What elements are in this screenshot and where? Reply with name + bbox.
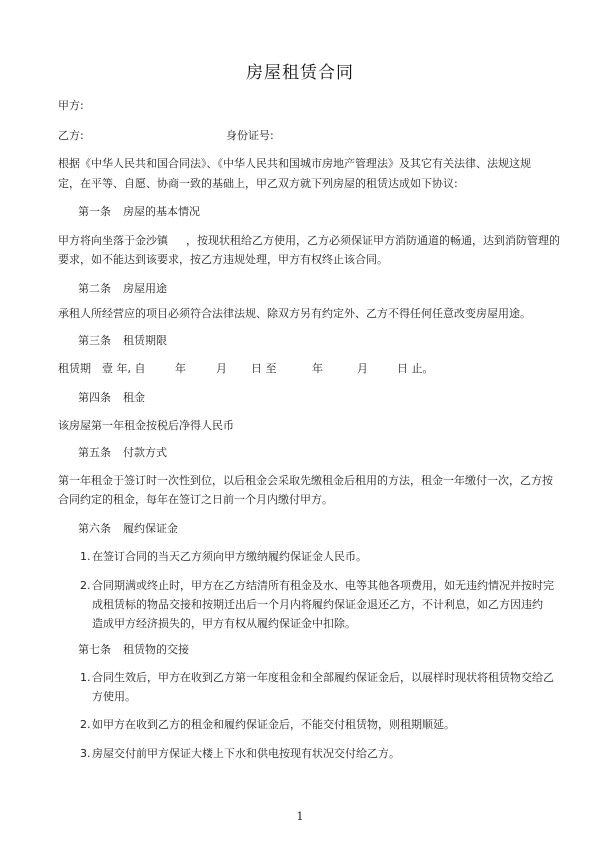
article-4-number: 第四条 [78, 391, 111, 404]
preamble-line-1: 根据《中华人民共和国合同法》、《中华人民共和国城市房地产管理法》及其它有关法律、法规这规 [58, 157, 531, 170]
article-7-item-2-line: 如甲方在收到乙方的租金和履约保证金后，不能交付租赁物，则租期顺延。 [92, 718, 455, 731]
article-7-heading [78, 643, 189, 657]
article-5-heading [78, 446, 167, 460]
article-7-number: 第七条 [78, 643, 111, 656]
article-5-number: 第五条 [78, 446, 111, 459]
article-7-item-number: 2. [80, 718, 91, 731]
article-5-line-2: 合同约定的租金，每年在签订之日前一个月内缴付甲方。 [58, 493, 333, 506]
document-title: 房屋租赁合同 [246, 63, 354, 83]
article-7-title: 租赁物的交接 [123, 643, 189, 656]
party-a-label: 甲方: [58, 99, 84, 112]
end-year-label: 年 [312, 362, 323, 375]
article-4-heading [78, 391, 145, 405]
article-4-line-1: 该房屋第一年租金按税后净得人民币 [58, 419, 234, 432]
article-1-heading [78, 205, 200, 219]
article-3-heading [78, 334, 167, 348]
article-7-item-number: 3. [80, 747, 91, 760]
article-1-text-a: 甲方将向坐落于金沙镇 [58, 234, 168, 247]
article-1-text-b: ，按现状租给乙方使用，乙方必须保证甲方消防通道的畅通，达到消防管理的 [186, 234, 560, 247]
article-6-item-number: 2. [80, 579, 91, 592]
article-2-heading [78, 282, 167, 296]
article-6-title: 履约保证金 [123, 522, 178, 535]
start-year-label: 年 [175, 362, 186, 375]
id-number-label: 身份证号: [226, 129, 274, 142]
article-2-line-1: 承租人所经营应的项目必须符合法律法规、除双方另有约定外、乙方不得任何任意改变房屋用途。 [58, 307, 531, 320]
article-6-item-number: 1. [80, 550, 91, 563]
article-7-item-1-line: 方使用。 [92, 690, 136, 703]
article-1-title: 房屋的基本情况 [123, 205, 200, 218]
article-6-item-2-line: 造成甲方经济损失的，甲方有权从履约保证金中扣除。 [92, 617, 356, 630]
start-day-label: 日 至 [251, 362, 277, 375]
article-3-number: 第三条 [78, 334, 111, 347]
article-6-item-1-line: 在签订合同的当天乙方须向甲方缴纳履约保证金人民币。 [92, 550, 367, 563]
lease-term-label: 租赁期 [58, 362, 91, 375]
party-b-label: 乙方: [58, 129, 84, 142]
article-2-number: 第二条 [78, 282, 111, 295]
article-1-line-2: 要求，如不能达到该要求，按乙方违规处理，甲方有权终止该合同。 [58, 253, 388, 266]
article-1-line-1 [58, 234, 560, 248]
article-7-item-1-line: 合同生效后，甲方在收到乙方第一年度租金和全部履约保证金后，以展样时现状将租赁物交给乙 [92, 671, 554, 684]
article-1-number: 第一条 [78, 205, 111, 218]
article-7-item-number: 1. [80, 671, 91, 684]
preamble-line-2: 定，在平等、自愿、协商一致的基础上，甲乙双方就下列房屋的租赁达成如下协议: [58, 177, 458, 190]
article-2-title: 房屋用途 [123, 282, 167, 295]
article-7-item-3-line: 房屋交付前甲方保证大楼上下水和供电按现有状况交付给乙方。 [92, 747, 400, 760]
end-month-label: 月 [357, 362, 368, 375]
end-day-label: 日 止。 [397, 362, 434, 375]
article-6-item-2-line: 成租赁标的物品交接和按期迁出后一个月内将履约保证金退还乙方，不计利息，如乙方因违约 [92, 598, 543, 611]
article-6-number: 第六条 [78, 522, 111, 535]
article-5-title: 付款方式 [123, 446, 167, 459]
article-5-line-1: 第一年租金于签订时一次性到位，以后租金会采取先缴租金后租用的方法，租金一年缴付一次，乙方按 [58, 474, 553, 487]
page-number: 1 [296, 810, 304, 823]
article-6-item-2-line: 合同期满或终止时，甲方在乙方结清所有租金及水、电等其他各项费用，如无违约情况并按时完 [92, 579, 554, 592]
lease-term-text: 壹 年, 自 [102, 362, 146, 375]
article-3-title: 租赁期限 [123, 334, 167, 347]
article-4-title: 租金 [123, 391, 145, 404]
article-6-heading [78, 522, 178, 536]
start-month-label: 月 [216, 362, 227, 375]
